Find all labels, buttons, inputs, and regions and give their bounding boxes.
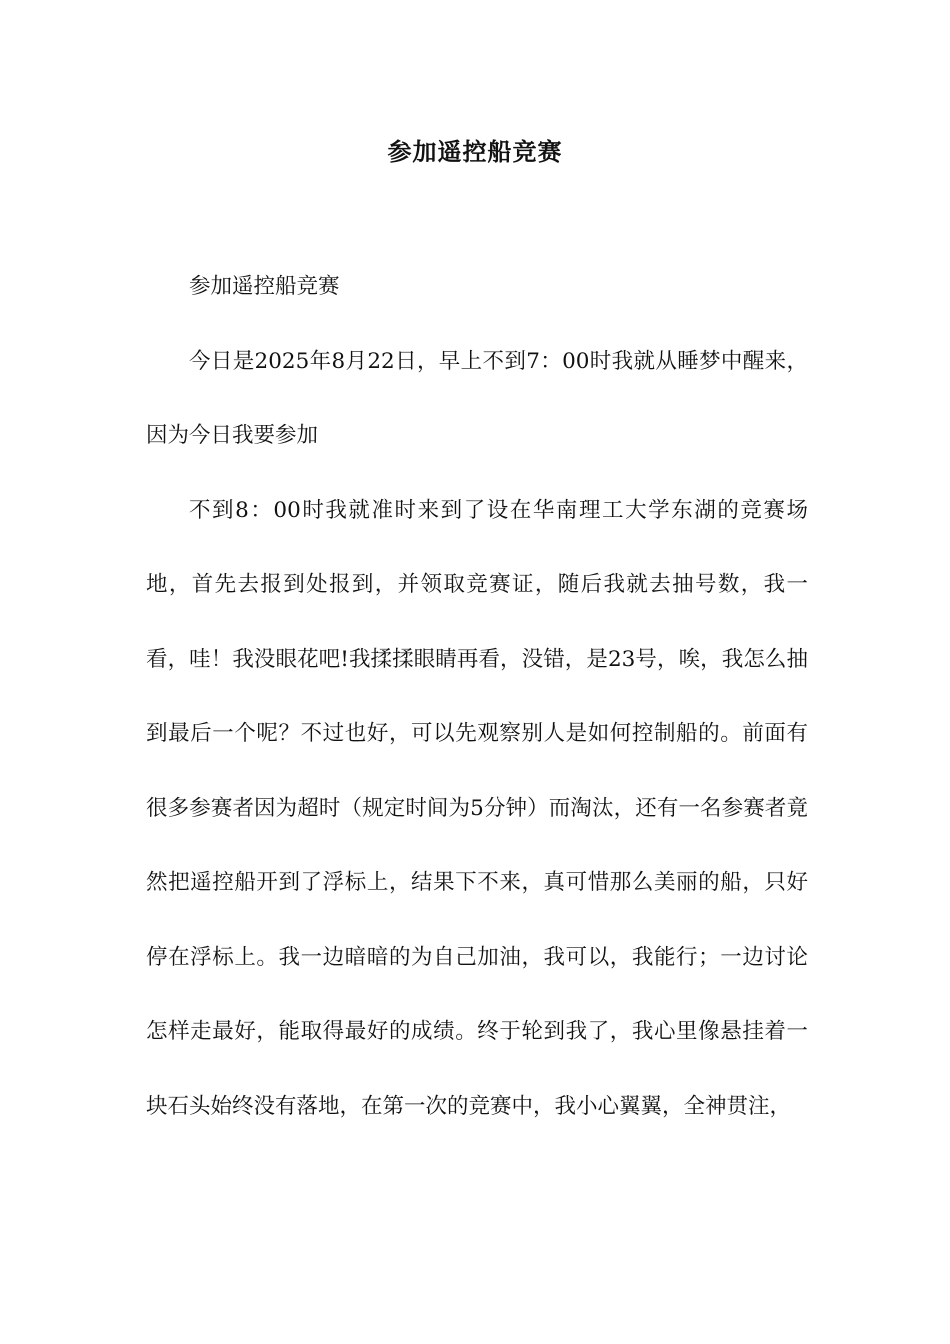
document-title: 参加遥控船竞赛 [387, 137, 563, 166]
document-body [146, 250, 808, 1144]
paragraph-1: 今日是2025年8月22日，早上不到7：00时我就从睡梦中醒来，因为今日我要参加 [146, 348, 808, 448]
paragraph-subtitle: 参加遥控船竞赛 [189, 274, 340, 299]
paragraph-2: 不到8：00时我就准时来到了设在华南理工大学东湖的竞赛场地，首先去报到处报到，并领取竞赛证，随后我就去抽号数，我一看，哇！我没眼花吧!我揉揉眼睛再看，没错，是23号，唉，我怎么抽到最后一个呢？不过也好，可以先观察别人是如何控制船的。前面有很多参赛者因为超时（规定时间为5分钟）而淘汰，还有一名参赛者竟然把遥控船开到了浮标上，结果下不来，真可惜那么美丽的船，只好停在浮标上。我一边暗暗的为自己加油，我可以，我能行；一边讨论怎样走最好，能取得最好的成绩。终于轮到我了，我心里像悬挂着一块石头始终没有落地，在第一次的竞赛中，我小心翼翼，全神贯注， [146, 497, 808, 1119]
